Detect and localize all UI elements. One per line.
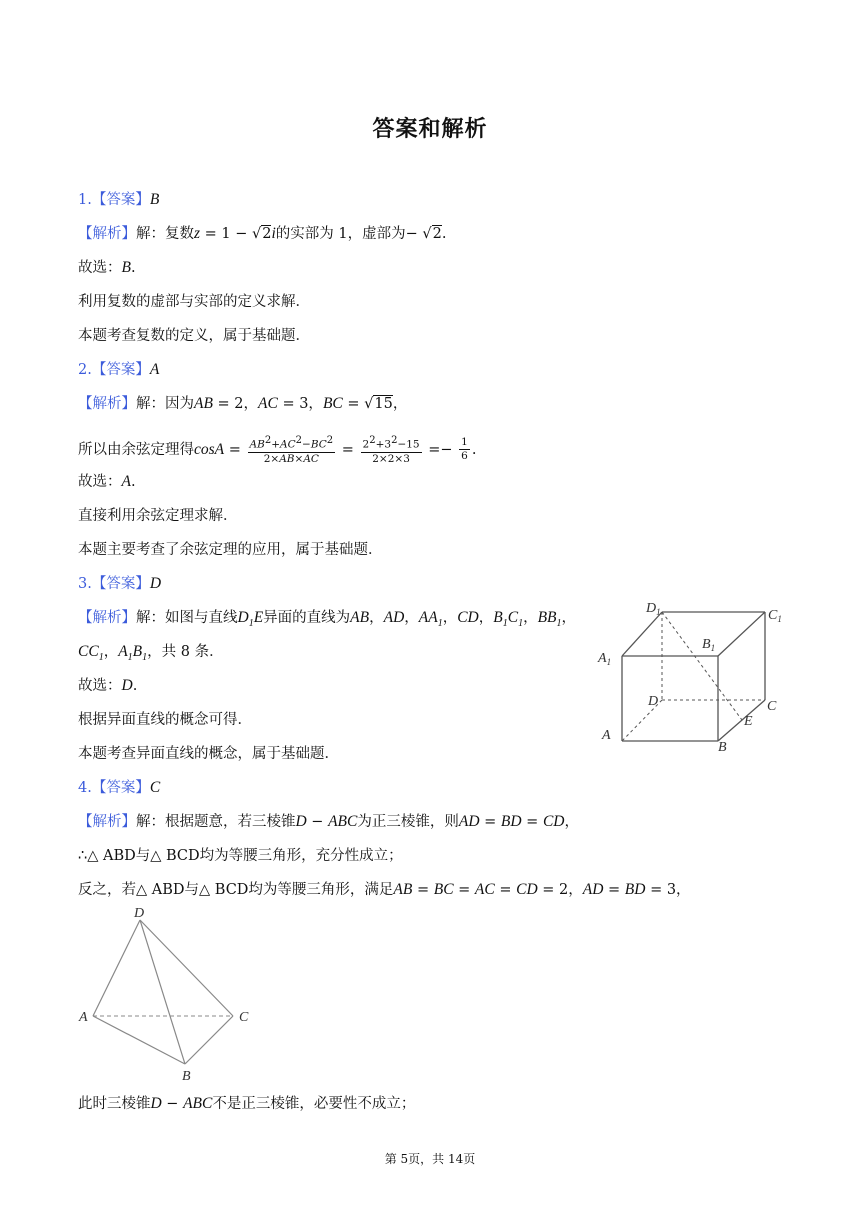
svg-text:D: D — [134, 906, 145, 921]
q4-line-2: ∴△ ABD与△ BCD均为等腰三角形，充分性成立； — [78, 848, 403, 864]
q4-analysis-line: 【解析】解：根据题意，若三棱锥D − ABC为正三棱锥，则AD = BD = CD， — [78, 813, 579, 830]
q3-method-line: 根据异面直线的概念可得． — [78, 712, 252, 728]
q1-method-line: 利用复数的虚部与实部的定义求解． — [78, 294, 310, 310]
q2-analysis-line: 【解析】解：因为AB = 2，AC = 3，BC = √15， — [78, 395, 408, 412]
q2-method-line: 直接利用余弦定理求解． — [78, 508, 238, 524]
svg-text:C1: $C_1$ — [768, 608, 782, 624]
cube-figure — [590, 596, 790, 758]
q3-choice-line: 故选：D. — [78, 677, 138, 694]
q2-answer-line: 2.【答案】A — [78, 361, 160, 378]
q3-summary-line: 本题考查异面直线的概念，属于基础题． — [78, 746, 339, 762]
q4-line-4: 此时三棱锥D − ABC不是正三棱锥，必要性不成立； — [78, 1095, 416, 1112]
svg-text:D: D — [648, 694, 659, 709]
svg-text:B: B — [182, 1069, 191, 1084]
q2-summary-line: 本题主要考查了余弦定理的应用，属于基础题． — [78, 542, 383, 558]
q1-answer-tag: 【答案】 — [91, 192, 150, 208]
q1-analysis-line: 【解析】解：复数z = 1 − √2i的实部为 1，虚部为− √2. — [78, 225, 447, 242]
svg-text:A: A — [602, 728, 611, 743]
q2-cosine-line: 所以由余弦定理得cosA = $\frac{AB^2+AC^2-BC^2}{2\times AB\times AC}$ = $\frac{2^2+3^2-15}{2\times 2\times 3}$ =− $\frac{1}{6}$ . — [78, 435, 477, 465]
svg-text:B: B — [718, 740, 727, 755]
svg-text:B1: $B_1$ — [702, 637, 716, 653]
q3-answer-line: 3.【答案】D — [78, 575, 162, 592]
q4-answer: C — [149, 779, 161, 796]
q3-analysis-line-2: $CC_1$，$A_1B_1$，共 8 条． — [78, 643, 224, 664]
svg-text:C: C — [239, 1010, 249, 1025]
svg-text:A1: $A_1$ — [598, 651, 612, 667]
q3-analysis-line: 【解析】解：如图与直线$D_1E$异面的直线为AB，AD，$AA_1$，CD，$B_1C_1$，$BB_1$， — [78, 609, 577, 630]
q3-answer: D — [149, 575, 162, 592]
q1-summary-line: 本题考查复数的定义，属于基础题． — [78, 328, 310, 344]
svg-text:C: C — [767, 699, 777, 714]
page-footer: 第 5页，共 14页 — [384, 1152, 476, 1166]
q4-line-3: 反之，若△ ABD与△ BCD均为等腰三角形，满足AB = BC = AC = CD = 2，AD = BD = 3， — [78, 881, 691, 898]
q2-answer: A — [149, 361, 160, 378]
q1-choice-line: 故选：B. — [78, 259, 136, 276]
q1-analysis-tag: 【解析】 — [78, 226, 136, 242]
svg-text:E: E — [744, 714, 753, 729]
q1-answer-line — [78, 190, 159, 210]
tetrahedron-figure — [76, 904, 261, 1084]
q1-answer: B — [149, 191, 160, 208]
page-title: 答案和解析 — [372, 117, 488, 142]
q4-answer-line: 4.【答案】C — [78, 779, 161, 796]
svg-text:A: A — [79, 1010, 88, 1025]
svg-text:D1: $D_1$ — [646, 601, 661, 617]
q2-choice-line: 故选：A. — [78, 473, 136, 490]
q1-number: 1. — [78, 192, 92, 208]
